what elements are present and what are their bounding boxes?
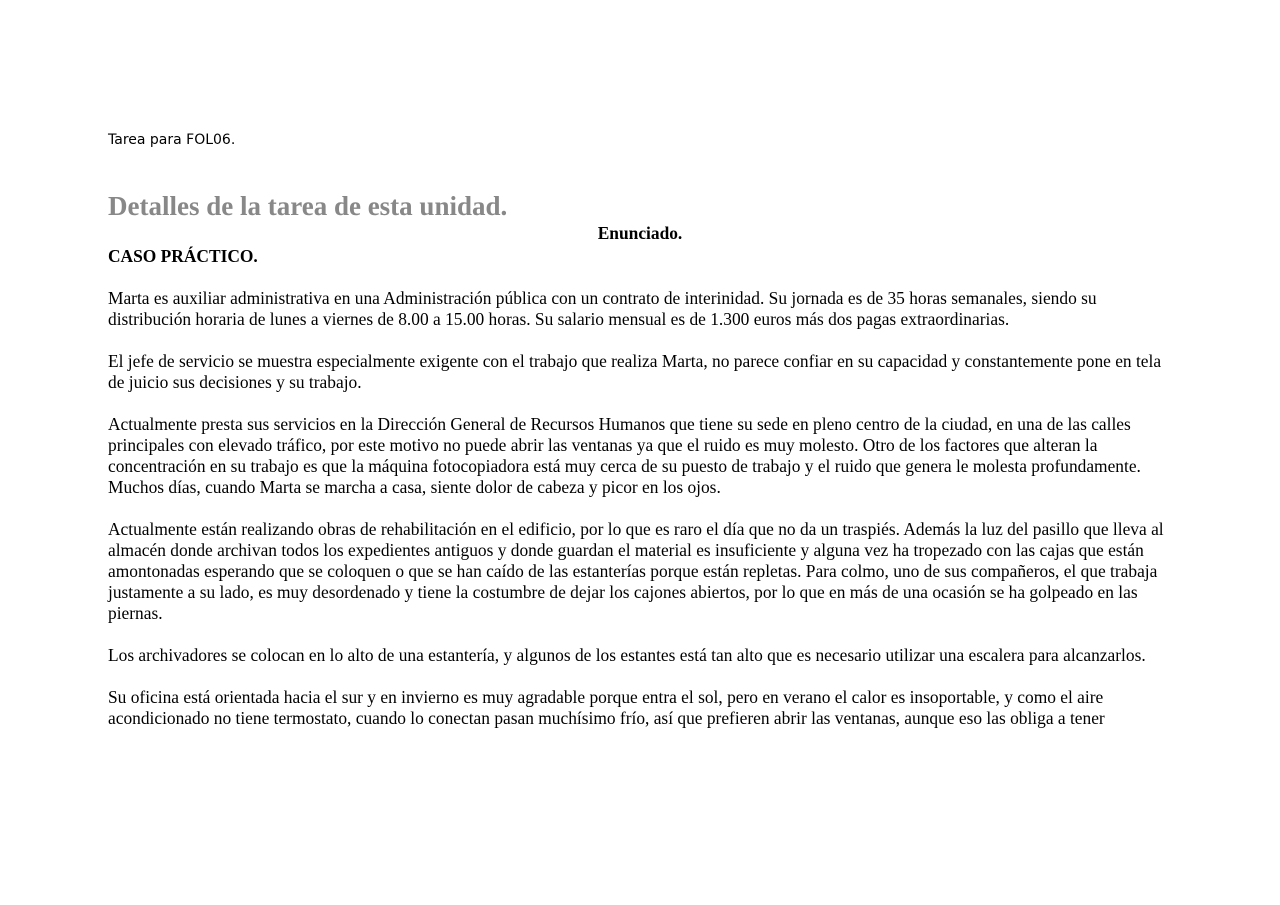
- document-body: [108, 223, 1172, 729]
- paragraph-1: Marta es auxiliar administrativa en una Administración pública con un contrato de interinidad. Su jornada es de 35 horas semanales, siendo su distribución horaria de lunes a viernes de 8.00 a 15.00 horas. Su salario mensual es de 1.300 euros más dos pagas extraordinarias.: [108, 288, 1097, 329]
- paragraph-6: Su oficina está orientada hacia el sur y en invierno es muy agradable porque entra el sol, pero en verano el calor es insoportable, y como el aire acondicionado no tiene termostato, cuando lo conectan pasan muchísimo frío, así que prefieren abrir las ventanas, aunque eso las obliga a tener: [108, 687, 1105, 728]
- document-title: Detalles de la tarea de esta unidad.: [108, 191, 508, 221]
- paragraph-3: Actualmente presta sus servicios en la Dirección General de Recursos Humanos que tiene su sede en pleno centro de la ciudad, en una de las calles principales con elevado tráfico, por este motivo no puede abrir las ventanas ya que el ruido es muy molesto. Otro de los factores que alteran la concentración en su trabajo es que la máquina fotocopiadora está muy cerca de su puesto de trabajo y el ruido que genera le molesta profundamente. Muchos días, cuando Marta se marcha a casa, siente dolor de cabeza y picor en los ojos.: [108, 414, 1141, 497]
- paragraph-4: Actualmente están realizando obras de rehabilitación en el edificio, por lo que es raro el día que no da un traspiés. Además la luz del pasillo que lleva al almacén donde archivan todos los expedientes antiguos y donde guardan el material es insuficiente y alguna vez ha tropezado con las cajas que están amontonadas esperando que se coloquen o que se han caído de las estanterías porque están repletas. Para colmo, uno de sus compañeros, el que trabaja justamente a su lado, es muy desordenado y tiene la costumbre de dejar los cajones abiertos, por lo que en más de una ocasión se ha golpeado en las piernas.: [108, 519, 1164, 623]
- paragraph-2: El jefe de servicio se muestra especialmente exigente con el trabajo que realiza Marta, no parece confiar en su capacidad y constantemente pone en tela de juicio sus decisiones y su trabajo.: [108, 351, 1162, 392]
- document-page: [108, 0, 1172, 905]
- paragraph-5: Los archivadores se colocan en lo alto de una estantería, y algunos de los estantes está tan alto que es necesario utilizar una escalera para alcanzarlos.: [108, 645, 1146, 665]
- caso-practico-heading: CASO PRÁCTICO.: [108, 246, 258, 266]
- page-header: Tarea para FOL06.: [108, 132, 236, 148]
- enunciado-heading: Enunciado.: [597, 223, 683, 243]
